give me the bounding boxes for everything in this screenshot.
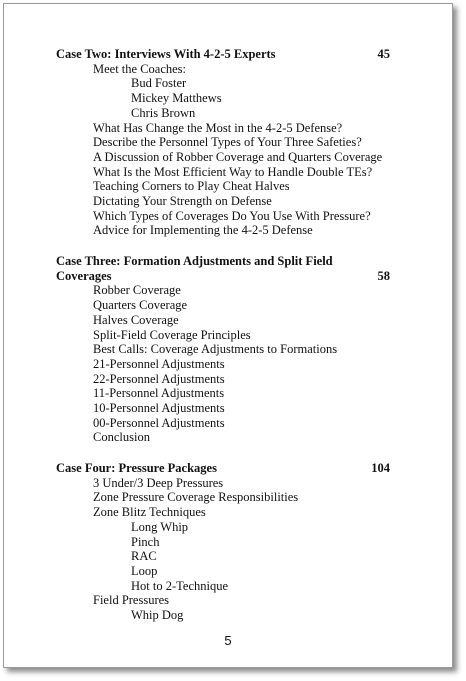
toc-entry: Long Whip <box>131 519 189 534</box>
toc-entry: Bud Foster <box>131 76 187 91</box>
toc-entry: 11-Personnel Adjustments <box>93 386 225 401</box>
section-page-number: 104 <box>371 461 390 475</box>
toc-entry: Describe the Personnel Types of Your Three Safeties? <box>93 135 362 150</box>
section-heading <box>56 461 396 476</box>
toc-entry: A Discussion of Robber Coverage and Quarters Coverage <box>93 149 383 164</box>
toc-entry: Chris Brown <box>131 105 196 120</box>
heading-line: Coverages <box>56 268 112 283</box>
toc-entry: Dictating Your Strength on Defense <box>93 194 272 209</box>
section-heading <box>56 254 396 283</box>
toc-entry: Conclusion <box>93 430 150 445</box>
heading-line: Case Four: Pressure Packages <box>56 461 217 475</box>
toc-entry: 3 Under/3 Deep Pressures <box>93 475 224 490</box>
toc-entry: Loop <box>131 563 158 578</box>
toc-entry: Field Pressures <box>93 593 170 608</box>
toc-entry: Best Calls: Coverage Adjustments to Formations <box>93 342 338 357</box>
toc-entry: What Has Change the Most in the 4-2-5 Defense? <box>93 120 343 135</box>
entry-list <box>56 62 396 238</box>
toc-entry: Zone Pressure Coverage Responsibilities <box>93 490 299 505</box>
toc-entry: Hot to 2-Technique <box>131 578 229 593</box>
toc-entry: Which Types of Coverages Do You Use With Pressure? <box>93 208 371 223</box>
toc-entry: Quarters Coverage <box>93 298 188 313</box>
heading-line: Case Three: Formation Adjustments and Split Field <box>56 254 333 268</box>
entry-list <box>56 283 396 445</box>
toc-section-case-four <box>56 461 396 623</box>
toc-entry: Whip Dog <box>131 608 184 623</box>
toc-entry: RAC <box>131 549 157 564</box>
toc-entry: 22-Personnel Adjustments <box>93 371 225 386</box>
section-page-number: 58 <box>377 268 390 283</box>
toc-entry: 00-Personnel Adjustments <box>93 415 225 430</box>
toc-entry: Advice for Implementing the 4-2-5 Defense <box>93 223 313 238</box>
toc-entry: Halves Coverage <box>93 312 179 327</box>
heading-line: Case Two: Interviews With 4-2-5 Experts <box>56 47 276 61</box>
toc-entry: Zone Blitz Techniques <box>93 505 206 520</box>
toc-entry: 21-Personnel Adjustments <box>93 356 225 371</box>
toc-entry: 10-Personnel Adjustments <box>93 401 225 416</box>
section-page-number: 45 <box>377 47 390 61</box>
toc-section-case-two <box>56 47 396 238</box>
toc-entry: Meet the Coaches: <box>93 61 187 76</box>
toc-entry: Split-Field Coverage Principles <box>93 327 251 342</box>
toc-entry: Pinch <box>131 534 160 549</box>
section-heading <box>56 47 396 62</box>
toc-entry: Robber Coverage <box>93 283 181 298</box>
entry-list <box>56 476 396 623</box>
document-page <box>3 3 453 668</box>
toc-entry: Teaching Corners to Play Cheat Halves <box>93 179 290 194</box>
toc-section-case-three <box>56 254 396 445</box>
toc-entry: What Is the Most Efficient Way to Handle Double TEs? <box>93 164 373 179</box>
page-number: 5 <box>224 633 232 648</box>
toc-entry: Mickey Matthews <box>131 91 222 106</box>
